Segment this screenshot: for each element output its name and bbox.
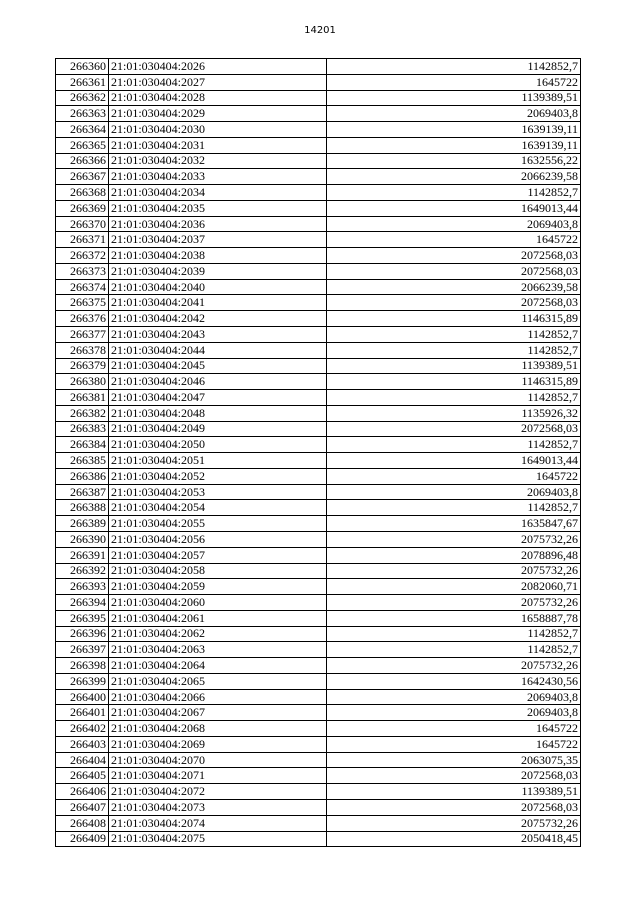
table-row [56,295,581,311]
cadastral-value-cell: 1645722 [327,721,581,737]
cadastral-value-cell: 1139389,51 [327,358,581,374]
row-number-cell: 266394 [56,595,109,611]
row-number-cell: 266398 [56,658,109,674]
cadastral-value-cell: 2069403,8 [327,705,581,721]
table-row [56,547,581,563]
table-row [56,327,581,343]
cadastral-number-cell: 21:01:030404:2059 [109,579,327,595]
cadastral-value-cell: 1639139,11 [327,137,581,153]
cadastral-number-cell: 21:01:030404:2026 [109,59,327,75]
cadastral-number-cell: 21:01:030404:2053 [109,484,327,500]
table-row [56,768,581,784]
cadastral-value-cell: 2072568,03 [327,295,581,311]
row-number-cell: 266363 [56,106,109,122]
table-body [56,59,581,847]
table-row [56,232,581,248]
cadastral-value-cell: 2075732,26 [327,563,581,579]
row-number-cell: 266364 [56,122,109,138]
table-row [56,59,581,75]
table-row [56,263,581,279]
table-row [56,815,581,831]
cadastral-number-cell: 21:01:030404:2074 [109,815,327,831]
table-row [56,90,581,106]
cadastral-number-cell: 21:01:030404:2030 [109,122,327,138]
row-number-cell: 266361 [56,74,109,90]
cadastral-value-cell: 2066239,58 [327,279,581,295]
table-row [56,405,581,421]
cadastral-value-cell: 2069403,8 [327,484,581,500]
cadastral-value-cell: 1649013,44 [327,200,581,216]
cadastral-value-cell: 1645722 [327,736,581,752]
cadastral-number-cell: 21:01:030404:2055 [109,516,327,532]
row-number-cell: 266409 [56,831,109,847]
table-row [56,689,581,705]
cadastral-value-cell: 2072568,03 [327,263,581,279]
table-row [56,358,581,374]
table-row [56,531,581,547]
row-number-cell: 266392 [56,563,109,579]
cadastral-value-cell: 1146315,89 [327,311,581,327]
table-row [56,752,581,768]
row-number-cell: 266402 [56,721,109,737]
cadastral-number-cell: 21:01:030404:2043 [109,327,327,343]
cadastral-value-cell: 1142852,7 [327,437,581,453]
table-row [56,342,581,358]
row-number-cell: 266381 [56,390,109,406]
cadastral-number-cell: 21:01:030404:2035 [109,200,327,216]
cadastral-number-cell: 21:01:030404:2050 [109,437,327,453]
cadastral-value-cell: 1142852,7 [327,185,581,201]
cadastral-number-cell: 21:01:030404:2056 [109,531,327,547]
table-row [56,705,581,721]
row-number-cell: 266382 [56,405,109,421]
row-number-cell: 266376 [56,311,109,327]
cadastral-number-cell: 21:01:030404:2058 [109,563,327,579]
table-row [56,626,581,642]
cadastral-value-cell: 2075732,26 [327,658,581,674]
table-row [56,579,581,595]
cadastral-value-cell: 2075732,26 [327,815,581,831]
cadastral-number-cell: 21:01:030404:2039 [109,263,327,279]
row-number-cell: 266405 [56,768,109,784]
cadastral-number-cell: 21:01:030404:2049 [109,421,327,437]
table-row [56,484,581,500]
table-row [56,421,581,437]
row-number-cell: 266393 [56,579,109,595]
row-number-cell: 266370 [56,216,109,232]
row-number-cell: 266372 [56,248,109,264]
cadastral-value-cell: 2063075,35 [327,752,581,768]
cadastral-number-cell: 21:01:030404:2028 [109,90,327,106]
page-number: 14201 [304,25,336,36]
cadastral-value-cell: 1146315,89 [327,374,581,390]
cadastral-number-cell: 21:01:030404:2071 [109,768,327,784]
cadastral-number-cell: 21:01:030404:2063 [109,642,327,658]
cadastral-value-cell: 1639139,11 [327,122,581,138]
row-number-cell: 266378 [56,342,109,358]
cadastral-value-cell: 2082060,71 [327,579,581,595]
cadastral-number-cell: 21:01:030404:2036 [109,216,327,232]
cadastral-number-cell: 21:01:030404:2032 [109,153,327,169]
row-number-cell: 266404 [56,752,109,768]
cadastral-value-cell: 2072568,03 [327,768,581,784]
row-number-cell: 266389 [56,516,109,532]
cadastral-value-cell: 1645722 [327,232,581,248]
table-row [56,673,581,689]
cadastral-value-cell: 2072568,03 [327,421,581,437]
cadastral-number-cell: 21:01:030404:2029 [109,106,327,122]
cadastral-value-cell: 1142852,7 [327,342,581,358]
cadastral-number-cell: 21:01:030404:2057 [109,547,327,563]
row-number-cell: 266360 [56,59,109,75]
table-row [56,500,581,516]
row-number-cell: 266390 [56,531,109,547]
table-row [56,185,581,201]
table-row [56,516,581,532]
table-row [56,311,581,327]
table-row [56,153,581,169]
cadastral-number-cell: 21:01:030404:2075 [109,831,327,847]
table-row [56,279,581,295]
cadastral-value-cell: 1142852,7 [327,327,581,343]
cadastral-value-cell: 1649013,44 [327,453,581,469]
row-number-cell: 266374 [56,279,109,295]
cadastral-value-cell: 1142852,7 [327,59,581,75]
row-number-cell: 266380 [56,374,109,390]
table-row [56,200,581,216]
cadastral-number-cell: 21:01:030404:2067 [109,705,327,721]
row-number-cell: 266396 [56,626,109,642]
cadastral-number-cell: 21:01:030404:2054 [109,500,327,516]
row-number-cell: 266369 [56,200,109,216]
row-number-cell: 266388 [56,500,109,516]
cadastral-number-cell: 21:01:030404:2041 [109,295,327,311]
table-row [56,799,581,815]
cadastral-number-cell: 21:01:030404:2040 [109,279,327,295]
row-number-cell: 266379 [56,358,109,374]
cadastral-number-cell: 21:01:030404:2037 [109,232,327,248]
cadastral-value-cell: 1139389,51 [327,90,581,106]
cadastral-value-cell: 2072568,03 [327,799,581,815]
cadastral-number-cell: 21:01:030404:2042 [109,311,327,327]
table-row [56,784,581,800]
row-number-cell: 266400 [56,689,109,705]
cadastral-value-cell: 2069403,8 [327,689,581,705]
cadastral-number-cell: 21:01:030404:2069 [109,736,327,752]
cadastral-value-cell: 1135926,32 [327,405,581,421]
row-number-cell: 266407 [56,799,109,815]
cadastral-number-cell: 21:01:030404:2070 [109,752,327,768]
cadastral-value-cell: 1642430,56 [327,673,581,689]
cadastral-number-cell: 21:01:030404:2033 [109,169,327,185]
cadastral-value-cell: 2069403,8 [327,106,581,122]
table-row [56,169,581,185]
cadastral-number-cell: 21:01:030404:2045 [109,358,327,374]
table-row [56,106,581,122]
row-number-cell: 266401 [56,705,109,721]
row-number-cell: 266387 [56,484,109,500]
row-number-cell: 266397 [56,642,109,658]
table-row [56,453,581,469]
cadastral-number-cell: 21:01:030404:2038 [109,248,327,264]
cadastral-number-cell: 21:01:030404:2048 [109,405,327,421]
row-number-cell: 266383 [56,421,109,437]
cadastral-value-table [55,58,581,847]
row-number-cell: 266406 [56,784,109,800]
table-row [56,610,581,626]
cadastral-number-cell: 21:01:030404:2051 [109,453,327,469]
row-number-cell: 266391 [56,547,109,563]
row-number-cell: 266365 [56,137,109,153]
cadastral-number-cell: 21:01:030404:2068 [109,721,327,737]
row-number-cell: 266366 [56,153,109,169]
cadastral-number-cell: 21:01:030404:2031 [109,137,327,153]
row-number-cell: 266362 [56,90,109,106]
table-row [56,122,581,138]
table-row [56,595,581,611]
cadastral-number-cell: 21:01:030404:2061 [109,610,327,626]
cadastral-value-cell: 2069403,8 [327,216,581,232]
table-row [56,74,581,90]
cadastral-value-cell: 1635847,67 [327,516,581,532]
row-number-cell: 266373 [56,263,109,279]
row-number-cell: 266377 [56,327,109,343]
cadastral-value-cell: 2066239,58 [327,169,581,185]
cadastral-value-cell: 1142852,7 [327,642,581,658]
cadastral-number-cell: 21:01:030404:2065 [109,673,327,689]
table-row [56,216,581,232]
table-row [56,437,581,453]
row-number-cell: 266385 [56,453,109,469]
cadastral-value-cell: 2078896,48 [327,547,581,563]
cadastral-value-cell: 1658887,78 [327,610,581,626]
cadastral-value-cell: 1142852,7 [327,500,581,516]
cadastral-number-cell: 21:01:030404:2027 [109,74,327,90]
row-number-cell: 266408 [56,815,109,831]
cadastral-number-cell: 21:01:030404:2052 [109,468,327,484]
cadastral-value-cell: 1142852,7 [327,390,581,406]
row-number-cell: 266403 [56,736,109,752]
cadastral-number-cell: 21:01:030404:2064 [109,658,327,674]
cadastral-number-cell: 21:01:030404:2062 [109,626,327,642]
cadastral-value-cell: 1632556,22 [327,153,581,169]
table-row [56,642,581,658]
cadastral-number-cell: 21:01:030404:2073 [109,799,327,815]
table-row [56,468,581,484]
row-number-cell: 266384 [56,437,109,453]
cadastral-value-cell: 2075732,26 [327,531,581,547]
row-number-cell: 266367 [56,169,109,185]
table-row [56,736,581,752]
cadastral-number-cell: 21:01:030404:2044 [109,342,327,358]
cadastral-value-cell: 1645722 [327,74,581,90]
cadastral-value-cell: 2050418,45 [327,831,581,847]
row-number-cell: 266386 [56,468,109,484]
cadastral-number-cell: 21:01:030404:2034 [109,185,327,201]
cadastral-number-cell: 21:01:030404:2060 [109,595,327,611]
cadastral-value-cell: 2075732,26 [327,595,581,611]
row-number-cell: 266368 [56,185,109,201]
table-row [56,374,581,390]
table-row [56,137,581,153]
table-row [56,390,581,406]
table-row [56,658,581,674]
table-row [56,563,581,579]
cadastral-number-cell: 21:01:030404:2066 [109,689,327,705]
row-number-cell: 266371 [56,232,109,248]
cadastral-number-cell: 21:01:030404:2072 [109,784,327,800]
row-number-cell: 266395 [56,610,109,626]
row-number-cell: 266375 [56,295,109,311]
cadastral-value-cell: 1142852,7 [327,626,581,642]
table-row [56,248,581,264]
cadastral-number-cell: 21:01:030404:2046 [109,374,327,390]
cadastral-value-cell: 1645722 [327,468,581,484]
cadastral-value-cell: 1139389,51 [327,784,581,800]
row-number-cell: 266399 [56,673,109,689]
cadastral-value-cell: 2072568,03 [327,248,581,264]
cadastral-number-cell: 21:01:030404:2047 [109,390,327,406]
table-row [56,721,581,737]
table-row [56,831,581,847]
